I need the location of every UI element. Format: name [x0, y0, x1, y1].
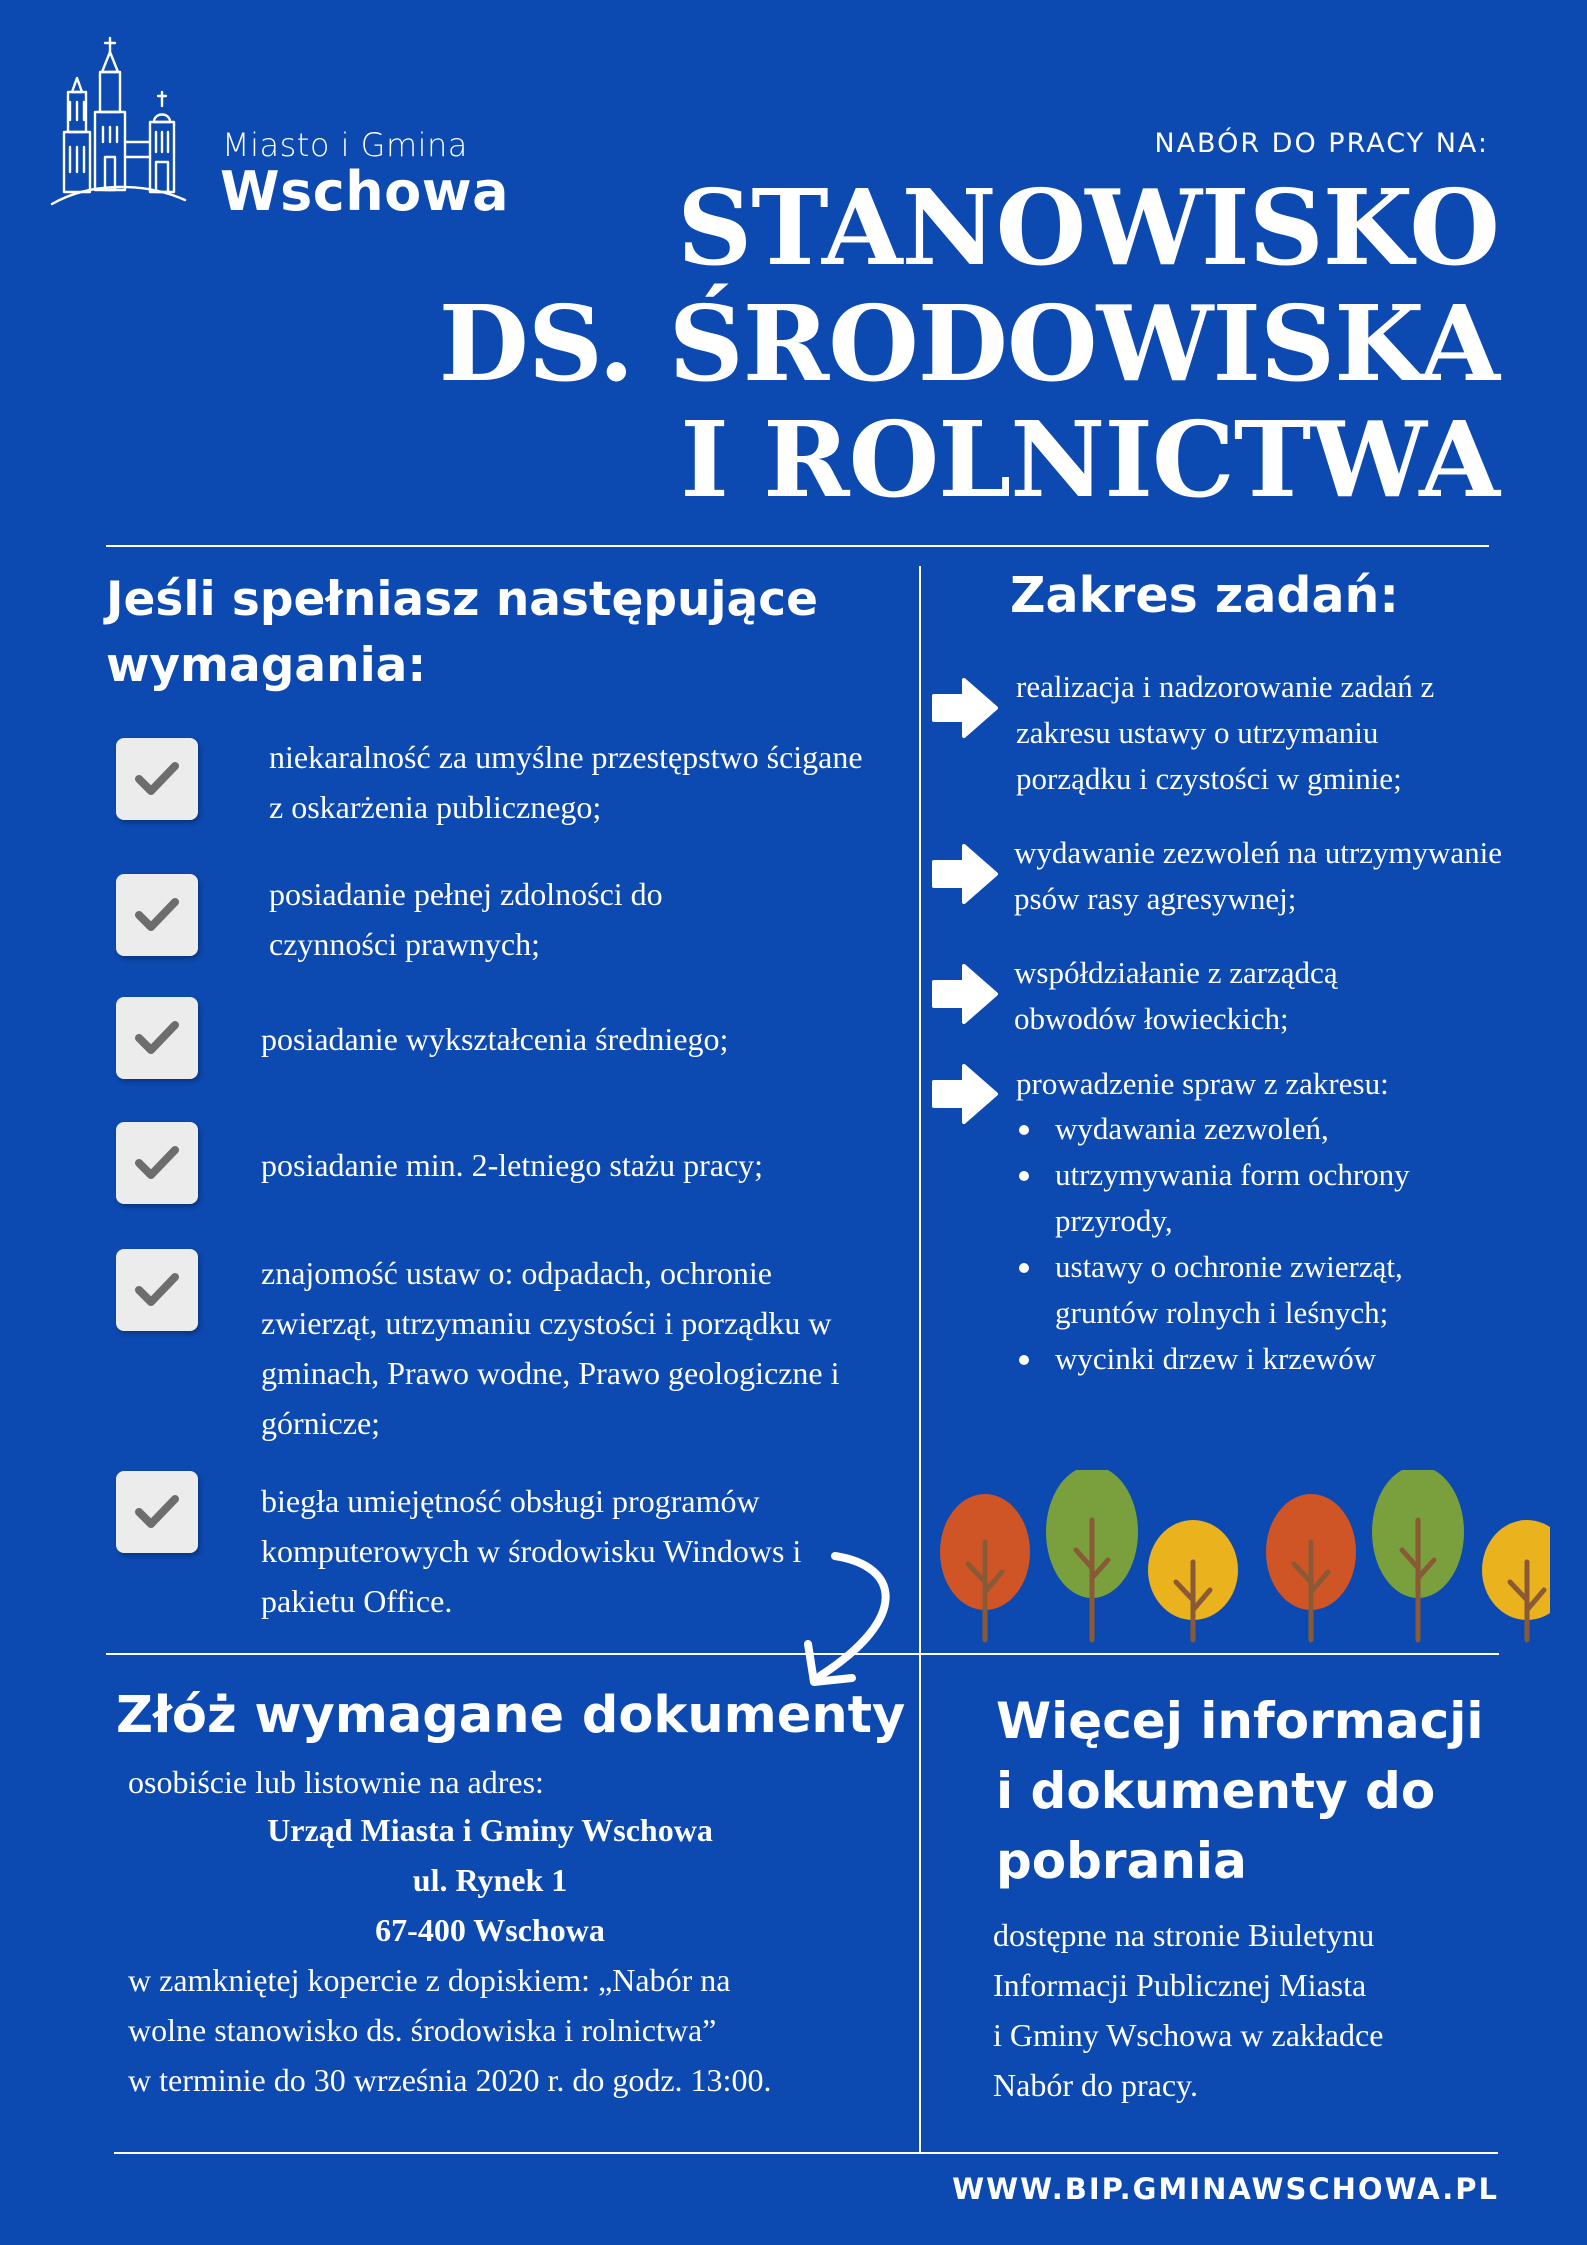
- title-line-3: I ROLNICTWA: [680, 398, 1499, 521]
- list-item: utrzymywania form ochrony przyrody,: [1015, 1152, 1475, 1244]
- task-subitems-list: [1015, 1106, 1475, 1382]
- arrow-right-icon: [930, 962, 1000, 1031]
- tree-icon: [1482, 1520, 1550, 1640]
- checkbox-icon: [116, 1249, 198, 1331]
- checkbox-icon: [116, 997, 198, 1079]
- more-info-line-3: i Gminy Wschowa w zakładce: [993, 2017, 1384, 2053]
- arrow-right-icon: [930, 676, 1000, 745]
- task-text: realizacja i nadzorowanie zadań z zakresu ustawy o utrzymaniu porządku i czystości w gminie;: [1016, 669, 1435, 796]
- requirement-text: biegła umiejętność obsługi programów komputerowych w środowisku Windows i pakietu Office.: [261, 1483, 802, 1619]
- checkbox-icon: [116, 1471, 198, 1553]
- requirement-text: posiadanie wykształcenia średniego;: [261, 1021, 729, 1057]
- documents-outro-line-2: wolne stanowisko ds. środowiska i rolnictwa”: [128, 2012, 717, 2048]
- brand-name: Wschowa: [220, 160, 510, 223]
- divider-top: [106, 545, 1489, 547]
- more-info-heading: Więcej informacji i dokumenty do pobrania: [996, 1692, 1484, 1890]
- task-text: prowadzenie spraw z zakresu:: [1016, 1066, 1389, 1101]
- arrow-right-icon: [930, 1062, 1000, 1131]
- recruitment-label: NABÓR DO PRACY NA:: [1154, 128, 1489, 159]
- title-line-1: STANOWISKO: [677, 166, 1499, 289]
- list-item: ustawy o ochronie zwierząt, gruntów rolnych i leśnych;: [1015, 1244, 1475, 1336]
- tree-icon: [1266, 1494, 1356, 1640]
- website-link[interactable]: WWW.BIP.GMINAWSCHOWA.PL: [952, 2172, 1499, 2206]
- requirement-text: znajomość ustaw o: odpadach, ochronie zwierząt, utrzymaniu czystości i porządku w gminach, Prawo wodne, Prawo geologiczne i górnicze;: [261, 1255, 840, 1441]
- title-line-2: DS. ŚRODOWISKA: [438, 282, 1499, 405]
- town-logo-icon: [50, 32, 190, 227]
- task-text: wydawanie zezwoleń na utrzymywanie psów rasy agresywnej;: [1014, 835, 1503, 916]
- requirements-heading: Jeśli spełniasz następujące wymagania:: [106, 572, 818, 693]
- arrow-right-icon: [930, 842, 1000, 911]
- trees-illustration: [930, 1470, 1550, 1655]
- list-item: wydawania zezwoleń,: [1015, 1106, 1475, 1152]
- address-line-1: Urząd Miasta i Gminy Wschowa: [267, 1812, 713, 1848]
- divider-vertical: [919, 566, 921, 2154]
- divider-bottom: [114, 2152, 1498, 2154]
- requirement-text: niekaralność za umyślne przestępstwo ścigane z oskarżenia publicznego;: [269, 739, 863, 825]
- documents-outro-line-3: w terminie do 30 września 2020 r. do godz. 13:00.: [128, 2062, 772, 2098]
- checkbox-icon: [116, 738, 198, 820]
- tasks-heading: Zakres zadań:: [1010, 567, 1400, 624]
- brand-subtitle: Miasto i Gmina: [222, 126, 468, 164]
- tree-icon: [1046, 1470, 1138, 1640]
- more-info-line-2: Informacji Publicznej Miasta: [993, 1967, 1367, 2003]
- documents-outro-line-1: w zamkniętej kopercie z dopiskiem: „Nabór na: [128, 1962, 731, 1998]
- checkbox-icon: [116, 874, 198, 956]
- more-info-line-4: Nabór do pracy.: [993, 2067, 1198, 2103]
- documents-heading: Złóż wymagane dokumenty: [116, 1686, 906, 1745]
- documents-intro: osobiście lub listownie na adres:: [128, 1764, 544, 1800]
- address-line-2: ul. Rynek 1: [412, 1862, 568, 1898]
- task-text: współdziałanie z zarządcą obwodów łowieckich;: [1014, 955, 1338, 1036]
- tree-icon: [1372, 1470, 1464, 1640]
- tree-icon: [1148, 1520, 1238, 1640]
- list-item: wycinki drzew i krzewów: [1015, 1336, 1475, 1382]
- more-info-line-1: dostępne na stronie Biuletynu: [993, 1917, 1375, 1953]
- requirement-text: posiadanie pełnej zdolności do czynności prawnych;: [269, 876, 663, 962]
- address-line-3: 67-400 Wschowa: [375, 1912, 605, 1948]
- requirement-text: posiadanie min. 2-letniego stażu pracy;: [261, 1147, 764, 1183]
- tree-icon: [940, 1494, 1030, 1640]
- checkbox-icon: [116, 1122, 198, 1204]
- curved-arrow-icon: [790, 1548, 920, 1703]
- page-title: [438, 166, 1499, 521]
